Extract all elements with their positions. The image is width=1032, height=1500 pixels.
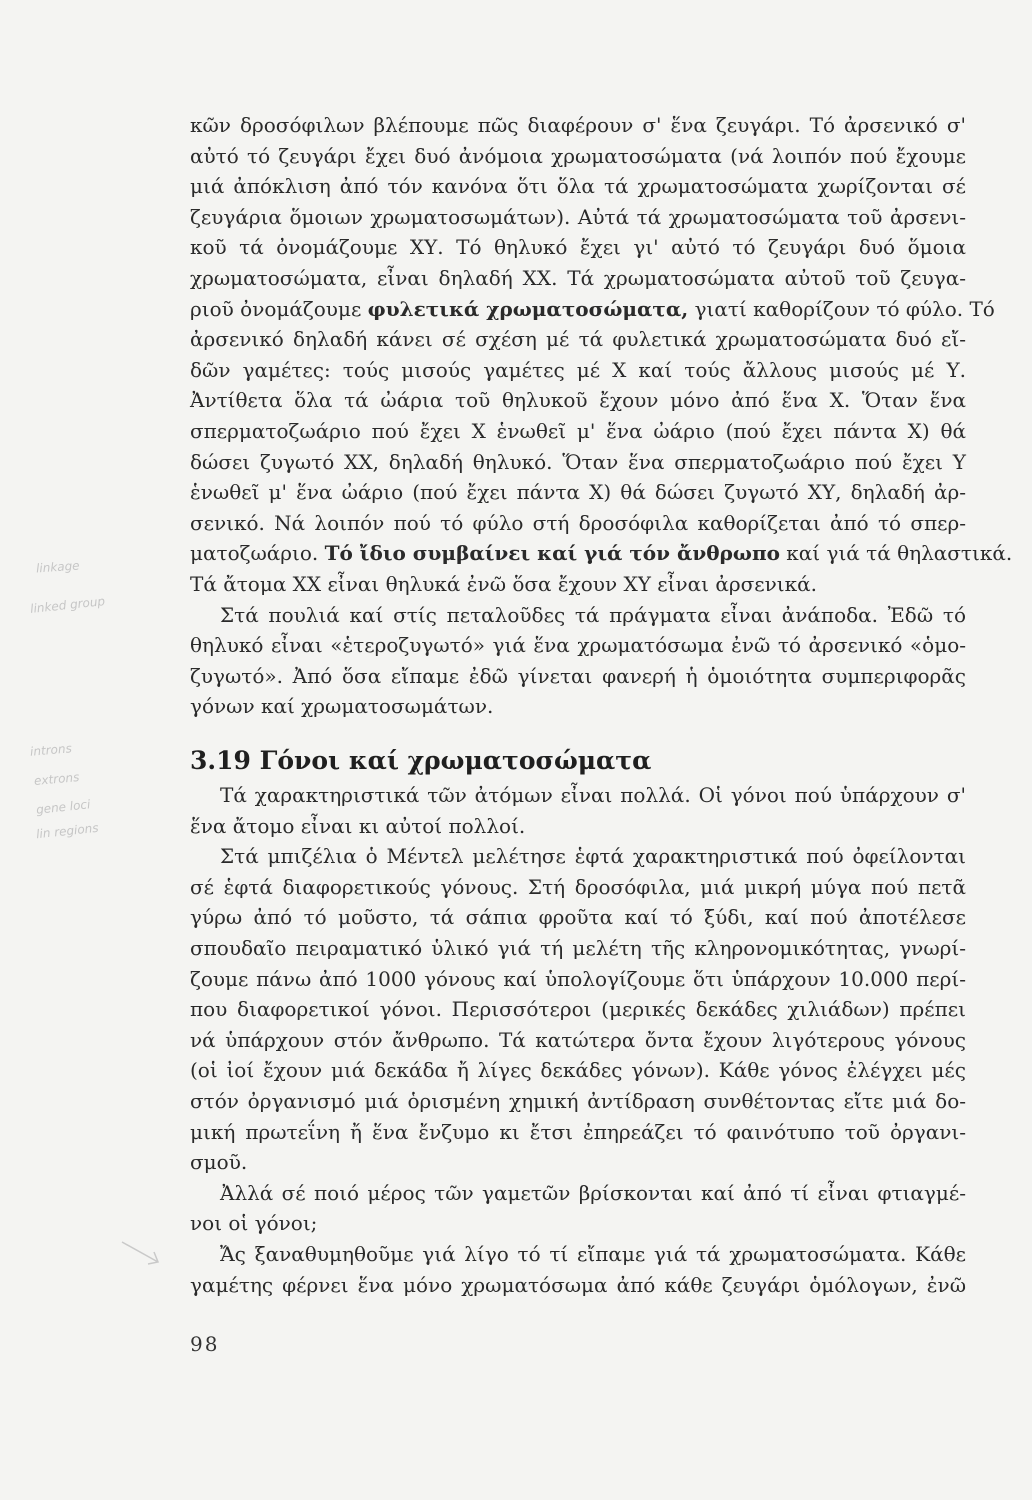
margin-annotations bbox=[0, 0, 180, 1500]
text-line: που διαφορετικοί γόνοι. Περισσότεροι (μερικές δεκάδες χιλιάδων) πρέπει bbox=[190, 997, 966, 1022]
pencil-arrow-icon bbox=[114, 1236, 174, 1276]
text-line: (οἱ ἰοί ἔχουν μιά δεκάδα ἤ λίγες δεκάδες γόνων). Κάθε γόνος ἐλέγχει μές bbox=[190, 1058, 966, 1083]
text-line: Τά ἄτομα ΧΧ εἶναι θηλυκά ἐνῶ ὅσα ἔχουν ΧΥ εἶναι ἀρσενικά. bbox=[190, 571, 817, 596]
text-line: αὐτό τό ζευγάρι ἔχει δυό ἀνόμοια χρωματοσώματα (νά λοιπόν πού ἔχουμε bbox=[190, 143, 966, 168]
text-line: δῶν γαμέτες: τούς μισούς γαμέτες μέ Χ καί τούς ἄλλους μισούς μέ Υ. bbox=[190, 357, 966, 382]
text-line: Τά χαρακτηριστικά τῶν ἀτόμων εἶναι πολλά. Οἱ γόνοι πού ὑπάρχουν σ' bbox=[220, 783, 966, 807]
text-line: κοῦ τά ὀνομάζουμε ΧΥ. Τό θηλυκό ἔχει γι' αὐτό τό ζευγάρι δυό ὅμοια bbox=[190, 235, 966, 260]
bold-term: φυλετικά χρωματοσώματα, bbox=[367, 296, 689, 321]
text-line: Ἀντίθετα ὅλα τά ὠάρια τοῦ θηλυκοῦ ἔχουν μόνο ἀπό ἕνα Χ. Ὅταν ἕνα bbox=[190, 388, 966, 413]
text-line: νά ὑπάρχουν στόν ἄνθρωπο. Τά κατώτερα ὄντα ἔχουν λιγότερους γόνους bbox=[190, 1027, 966, 1052]
text-line: ζουμε πάνω ἀπό 1000 γόνους καί ὑπολογίζουμε ὅτι ὑπάρχουν 10.000 περί- bbox=[190, 966, 966, 991]
paragraph bbox=[190, 1239, 966, 1300]
pencil-note-2: linked group bbox=[29, 594, 106, 616]
text-line: θηλυκό εἶναι «ἑτεροζυγωτό» γιά ἕνα χρωματόσωμα ἐνῶ τό ἀρσενικό «ὁμο- bbox=[190, 633, 966, 658]
text-line: κῶν δροσόφιλων βλέπουμε πῶς διαφέρουν σ' ἕνα ζευγάρι. Τό ἀρσενικό σ' bbox=[190, 113, 966, 137]
text-line: ζευγάρια ὅμοιων χρωματοσωμάτων). Αὐτά τά χρωματοσώματα τοῦ ἀρσενι- bbox=[190, 204, 966, 229]
text-line: χρωματοσώματα, εἶναι δηλαδή ΧΧ. Τά χρωματοσώματα αὐτοῦ τοῦ ζευγα- bbox=[190, 265, 966, 290]
text-line: Στά πουλιά καί στίς πεταλοῦδες τά πράγματα εἶναι ἀνάποδα. Ἐδῶ τό bbox=[220, 602, 966, 627]
page-number: 98 bbox=[190, 1332, 220, 1356]
pencil-note-4: extrons bbox=[33, 770, 80, 788]
section-heading: 3.19 Γόνοι καί χρωματοσώματα bbox=[190, 746, 652, 775]
text-line: ἀρσενικό δηλαδή κάνει σέ σχέση μέ τά φυλετικά χρωματοσώματα δυό εἴ- bbox=[190, 327, 966, 352]
text-line: ματοζωάριο. Τό ἴδιο συμβαίνει καί γιά τόν ἄνθρωπο καί γιά τά θηλαστικά. bbox=[190, 541, 1013, 566]
bold-phrase: Τό ἴδιο συμβαίνει καί γιά τόν ἄνθρωπο bbox=[324, 541, 780, 566]
text-line: μιά ἀπόκλιση ἀπό τόν κανόνα ὅτι ὅλα τά χρωματοσώματα χωρίζονται σέ bbox=[190, 174, 966, 199]
text-line: στόν ὀργανισμό μιά ὁρισμένη χημική ἀντίδραση συνθέτοντας εἴτε μιά δο- bbox=[190, 1088, 966, 1113]
text-block-bottom bbox=[190, 780, 966, 1300]
text-line: γύρω ἀπό τό μοῦστο, τά σάπια φροῦτα καί τό ξύδι, καί πού ἀποτέλεσε bbox=[190, 905, 966, 930]
text-line: σπουδαῖο πειραματικό ὑλικό γιά τή μελέτη τῆς κληρονομικότητας, γνωρί- bbox=[190, 935, 966, 960]
text-line: νοι οἱ γόνοι; bbox=[190, 1211, 318, 1236]
text-line: μική πρωτεΐνη ἤ ἕνα ἔνζυμο κι ἔτσι ἐπηρεάζει τό φαινότυπο τοῦ ὀργανι- bbox=[190, 1119, 966, 1144]
text-line: ριοῦ ὀνομάζουμε φυλετικά χρωματοσώματα, γιατί καθορίζουν τό φύλο. Τό bbox=[190, 296, 995, 321]
text-line: ζυγωτό». Ἀπό ὅσα εἴπαμε ἐδῶ γίνεται φανερή ἡ ὁμοιότητα συμπεριφορᾶς bbox=[190, 663, 966, 688]
pencil-note-3: introns bbox=[29, 741, 73, 759]
pencil-note-5: gene loci bbox=[35, 797, 92, 817]
text-line: σενικό. Νά λοιπόν πού τό φύλο στή δροσόφιλα καθορίζεται ἀπό τό σπερ- bbox=[190, 510, 966, 535]
text-line: ἑνωθεῖ μ' ἕνα ὠάριο (πού ἔχει πάντα Χ) θά δώσει ζυγωτό ΧΥ, δηλαδή ἀρ- bbox=[190, 480, 966, 505]
pencil-note-1: linkage bbox=[35, 558, 81, 576]
text-line: ἕνα ἄτομο εἶναι κι αὐτοί πολλοί. bbox=[190, 813, 526, 838]
paragraph bbox=[190, 1178, 966, 1239]
text-line: σπερματοζωάριο πού ἔχει Χ ἑνωθεῖ μ' ἕνα ὠάριο (πού ἔχει πάντα Χ) θά bbox=[190, 418, 966, 443]
paragraph bbox=[190, 841, 966, 1178]
text-line: σμοῦ. bbox=[190, 1150, 248, 1175]
text-line: γόνων καί χρωματοσωμάτων. bbox=[190, 694, 494, 719]
text-line: Στά μπιζέλια ὁ Μέντελ μελέτησε ἑφτά χαρακτηριστικά πού ὀφείλονται bbox=[220, 844, 966, 869]
paragraph bbox=[190, 780, 966, 841]
text-block-top bbox=[190, 110, 1013, 722]
paragraph bbox=[190, 110, 1013, 600]
text-line: Ἄς ξαναθυμηθοῦμε γιά λίγο τό τί εἴπαμε γιά τά χρωματοσώματα. Κάθε bbox=[220, 1241, 966, 1266]
text-line: γαμέτης φέρνει ἕνα μόνο χρωματόσωμα ἀπό κάθε ζευγάρι ὁμόλογων, ἐνῶ bbox=[190, 1272, 966, 1297]
text-line: δώσει ζυγωτό ΧΧ, δηλαδή θηλυκό. Ὅταν ἕνα σπερματοζωάριο πού ἔχει Υ bbox=[190, 449, 966, 474]
text-line: Ἀλλά σέ ποιό μέρος τῶν γαμετῶν βρίσκονται καί ἀπό τί εἶναι φτιαγμέ- bbox=[220, 1180, 966, 1205]
pencil-note-6: lin regions bbox=[35, 820, 100, 842]
paragraph bbox=[190, 600, 966, 722]
text-line: σέ ἑφτά διαφορετικούς γόνους. Στή δροσόφιλα, μιά μικρή μύγα πού πετᾶ bbox=[190, 874, 966, 899]
